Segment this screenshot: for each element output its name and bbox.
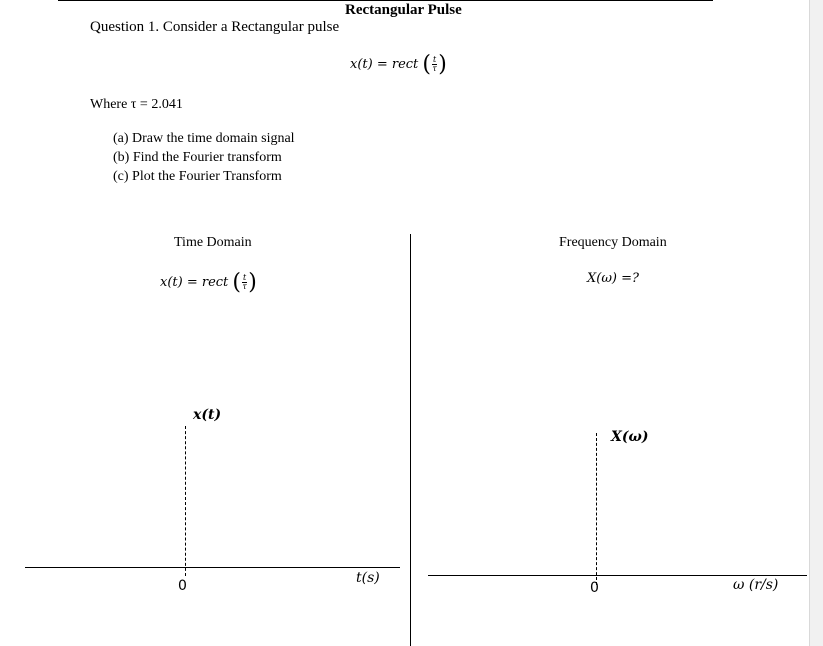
- panel-divider: [410, 234, 411, 646]
- right-paren: ): [248, 270, 257, 295]
- freq-x-axis: [428, 575, 807, 576]
- left-paren: (: [232, 270, 242, 295]
- part-a: (a) Draw the time domain signal: [113, 131, 295, 146]
- left-paren: (: [422, 52, 432, 77]
- time-origin-label: 0: [178, 578, 187, 594]
- time-formula-lhs: x(t) = rect: [160, 275, 229, 290]
- time-formula: [160, 270, 257, 295]
- where-text: Where τ = 2.041: [90, 97, 183, 112]
- right-paren: ): [438, 52, 447, 77]
- time-panel-title: Time Domain: [174, 235, 252, 250]
- fraction: $\frac{t}{\tau}$: [242, 273, 247, 291]
- question-text: Question 1. Consider a Rectangular pulse: [90, 19, 340, 35]
- page-margin-gray: [810, 0, 823, 646]
- time-x-axis: [25, 567, 400, 568]
- part-b: (b) Find the Fourier transform: [113, 150, 282, 165]
- fraction: $\frac{t}{\tau}$: [432, 55, 437, 73]
- part-c: (c) Plot the Fourier Transform: [113, 169, 282, 184]
- time-y-axis: [185, 426, 186, 576]
- freq-panel-title: Frequency Domain: [559, 235, 667, 250]
- time-x-label: t(s): [356, 570, 380, 586]
- time-y-label: x(t): [193, 407, 222, 423]
- top-rule: [58, 0, 713, 1]
- page-heading: Rectangular Pulse: [345, 2, 462, 18]
- freq-x-label: ω (r/s): [733, 577, 779, 593]
- main-formula-lhs: x(t) = rect: [350, 57, 419, 72]
- freq-y-label: X(ω): [611, 429, 649, 445]
- freq-y-axis: [596, 433, 597, 585]
- freq-formula: X(ω) =?: [587, 271, 639, 286]
- main-formula: [350, 52, 447, 77]
- freq-origin-label: 0: [590, 580, 599, 596]
